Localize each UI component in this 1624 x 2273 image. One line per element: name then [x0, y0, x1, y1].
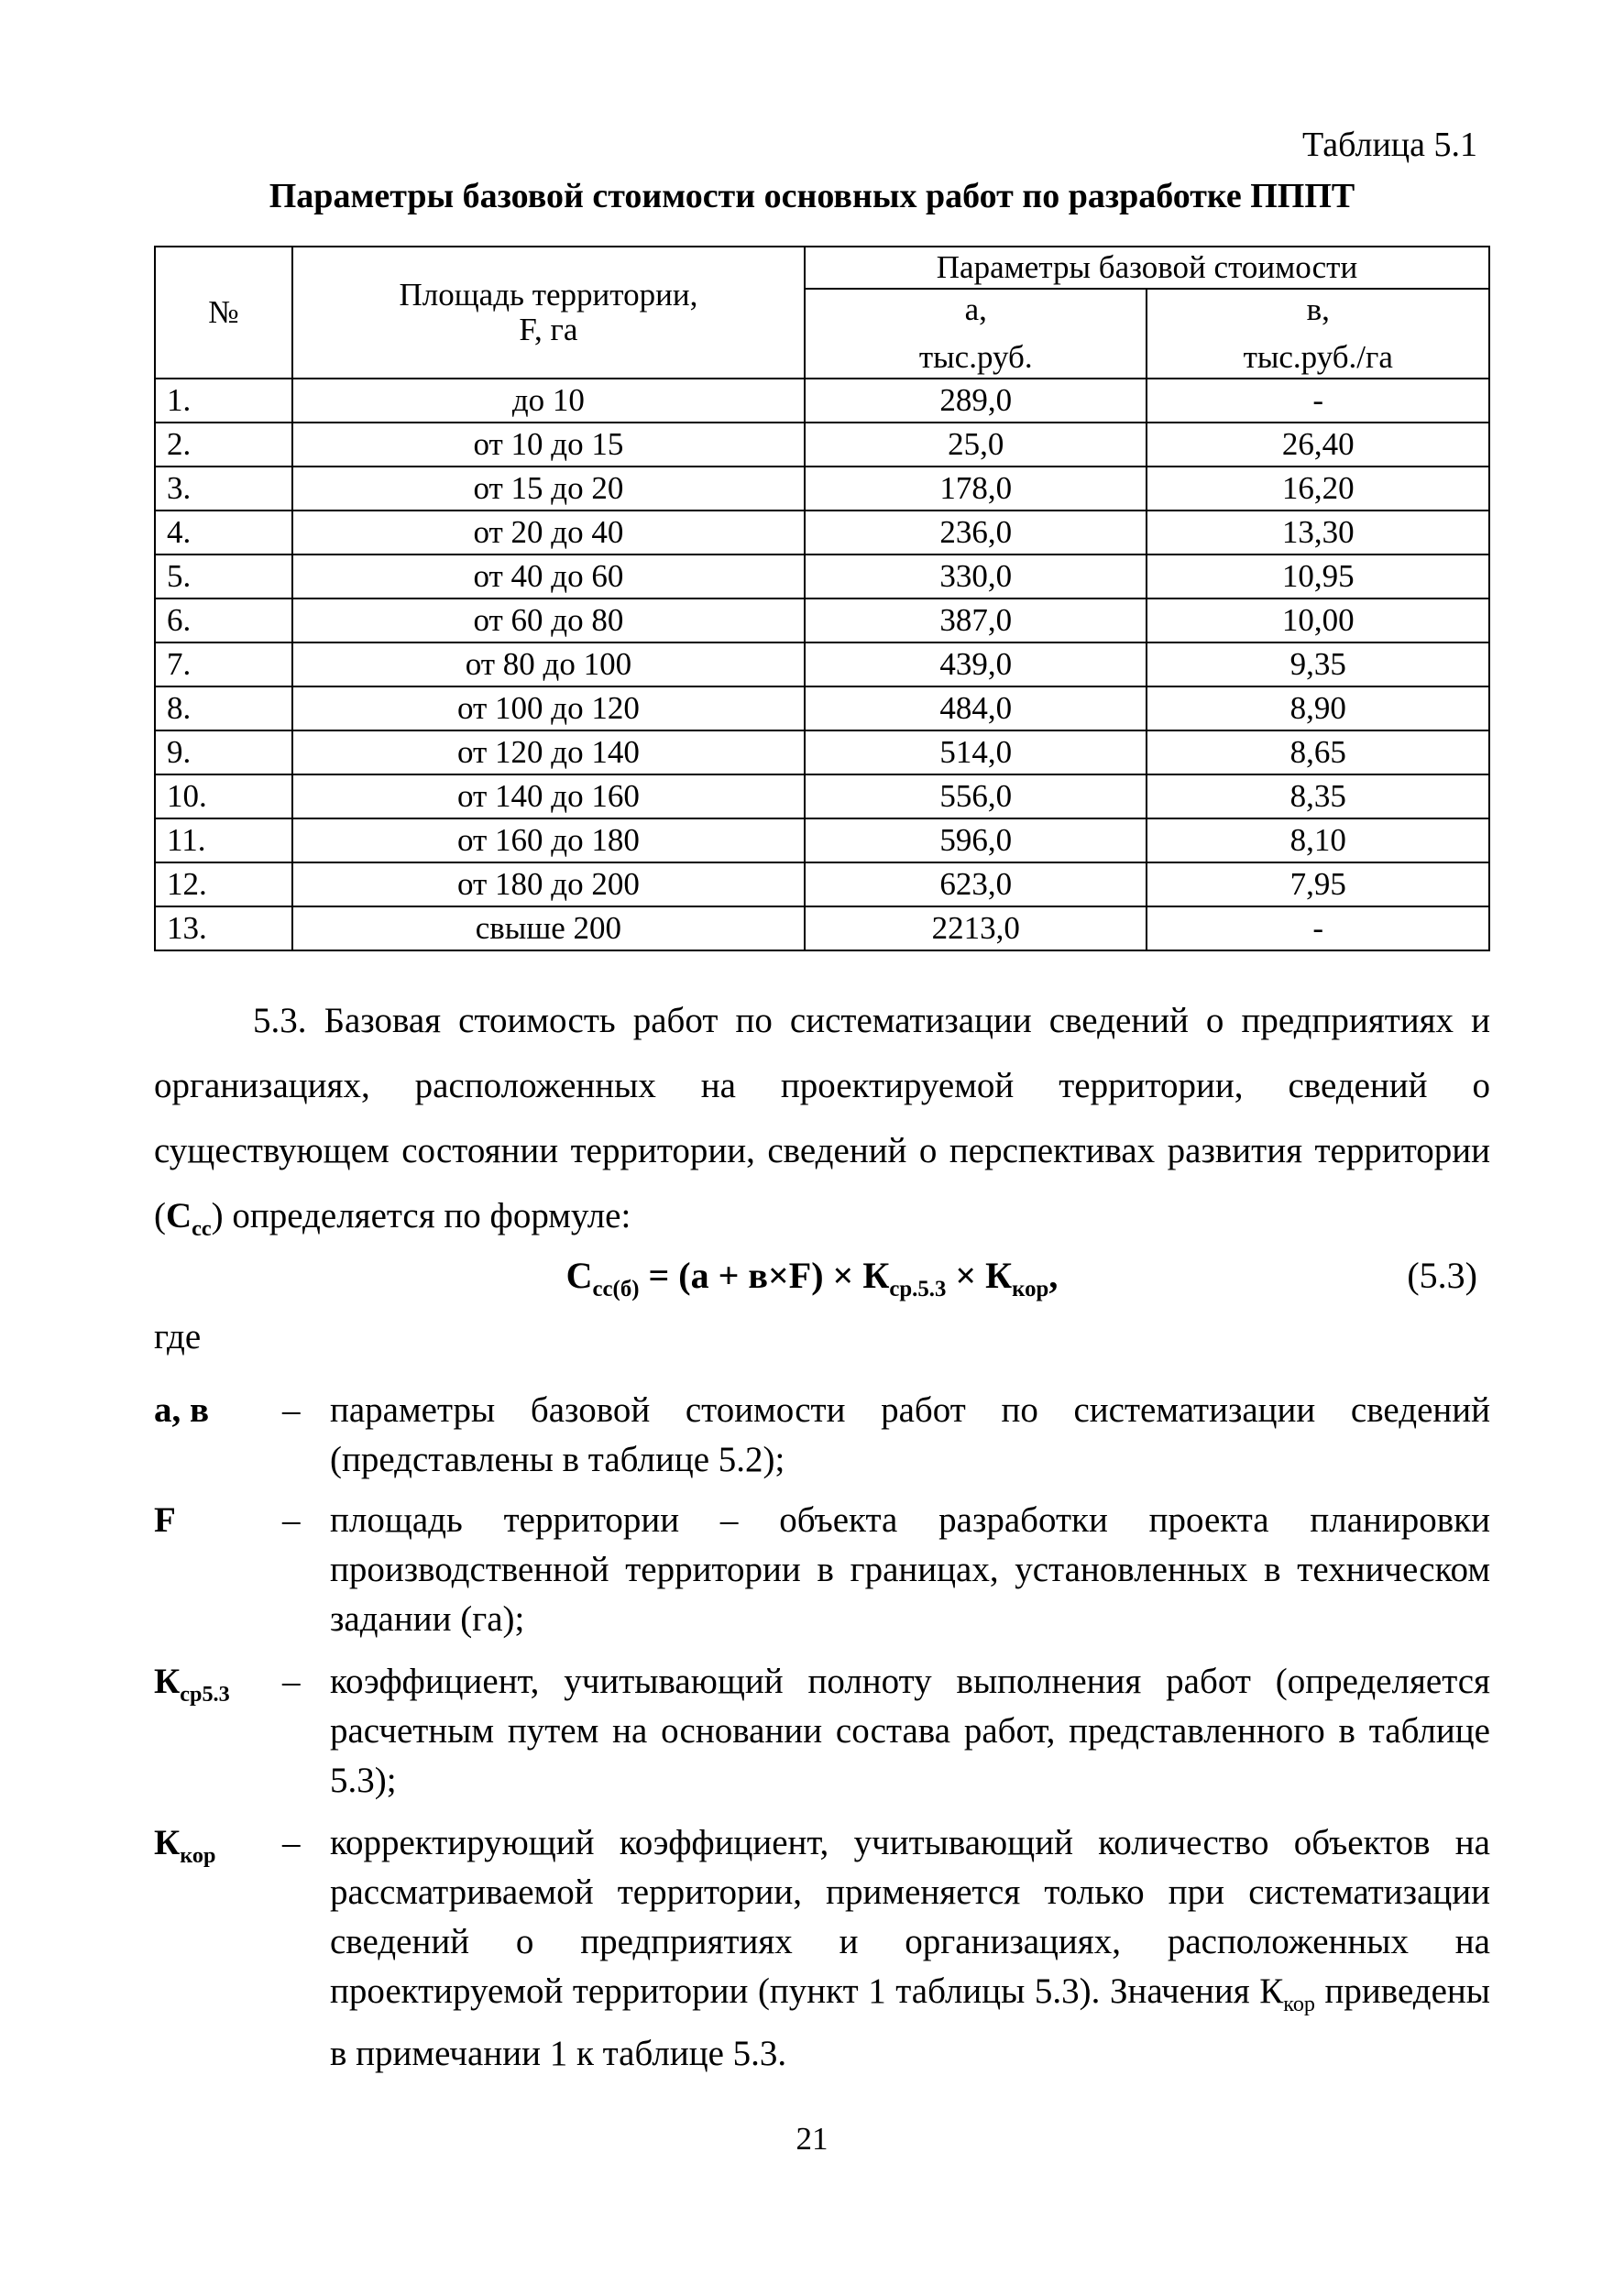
row-a: 2213,0: [805, 906, 1147, 950]
row-b: -: [1147, 379, 1489, 423]
definition-dash: –: [282, 1390, 301, 1430]
table-row: [155, 555, 1489, 598]
row-a: 289,0: [805, 379, 1147, 423]
header-a-line1: а,: [964, 291, 987, 327]
table-row: [155, 642, 1489, 686]
row-a: 236,0: [805, 511, 1147, 555]
definition-text: коэффициент, учитывающий полноту выполнения работ (определяется расчетным путем на основании состава работ, представленного в таблице 5.3);: [330, 1662, 1490, 1800]
row-b: 26,40: [1147, 423, 1489, 467]
table-row: [155, 686, 1489, 730]
definition-k-kor: [154, 1818, 1490, 2079]
row-area: от 160 до 180: [292, 818, 805, 862]
row-num: 13.: [155, 906, 292, 950]
row-area: от 60 до 80: [292, 598, 805, 642]
base-cost-table: [154, 246, 1490, 951]
table-row: [155, 862, 1489, 906]
row-b: 8,90: [1147, 686, 1489, 730]
definition-text: параметры базовой стоимости работ по систематизации сведений (представлены в таблице 5.2);: [330, 1390, 1490, 1479]
row-area: от 140 до 160: [292, 774, 805, 818]
table-row: [155, 774, 1489, 818]
row-area: от 80 до 100: [292, 642, 805, 686]
row-area: свыше 200: [292, 906, 805, 950]
row-b: 13,30: [1147, 511, 1489, 555]
table-title: Параметры базовой стоимости основных работ по разработке ПППТ: [269, 177, 1355, 215]
row-b: -: [1147, 906, 1489, 950]
row-num: 12.: [155, 862, 292, 906]
row-b: 8,35: [1147, 774, 1489, 818]
row-num: 3.: [155, 467, 292, 511]
row-a: 178,0: [805, 467, 1147, 511]
row-b: 9,35: [1147, 642, 1489, 686]
definition-ab: [154, 1386, 1490, 1485]
row-num: 2.: [155, 423, 292, 467]
header-a: [805, 289, 1147, 379]
table-row: [155, 379, 1489, 423]
row-a: 439,0: [805, 642, 1147, 686]
row-a: 623,0: [805, 862, 1147, 906]
header-b: [1147, 289, 1489, 379]
row-area: от 20 до 40: [292, 511, 805, 555]
paragraph-5-3: [154, 988, 1490, 1261]
table-row: [155, 467, 1489, 511]
row-num: 7.: [155, 642, 292, 686]
row-area: от 10 до 15: [292, 423, 805, 467]
definition-text: площадь территории – объекта разработки проекта планировки производственной территории в границах, установленных в техническом задании (га);: [330, 1500, 1490, 1639]
definition-k-sr: [154, 1657, 1490, 1806]
row-a: 514,0: [805, 730, 1147, 774]
header-a-line2: тыс.руб.: [918, 339, 1033, 375]
row-b: 8,65: [1147, 730, 1489, 774]
header-area-line2: F, га: [519, 312, 578, 347]
header-num: №: [155, 247, 292, 379]
definition-text: корректирующий коэффициент, учитывающий количество объектов на рассматриваемой территории, применяется только при систематизации сведений о предприятиях и организациях, расположенных на проектируемой территории (пункт 1 таблицы 5.3). Значения $К_{кор}$ приведены в примечании 1 к таблице 5.3.: [330, 1823, 1491, 2073]
row-num: 5.: [155, 555, 292, 598]
paragraph-text-before: 5.3. Базовая стоимость работ по систематизации сведений о предприятиях и организациях, расположенных на проектируемой территории, сведений о существующем состоянии территории, сведений о перспективах развития территории (: [154, 1001, 1490, 1235]
definition-dash: –: [282, 1823, 301, 1862]
row-area: от 15 до 20: [292, 467, 805, 511]
table-row: [155, 511, 1489, 555]
paragraph-text-after: ) определяется по формуле:: [211, 1196, 631, 1235]
row-num: 6.: [155, 598, 292, 642]
row-a: 387,0: [805, 598, 1147, 642]
definition-symbol: $К_{кор}$: [154, 1823, 216, 1868]
table-row: [155, 730, 1489, 774]
definition-dash: –: [282, 1500, 301, 1540]
page-number: 21: [796, 2121, 828, 2157]
row-num: 11.: [155, 818, 292, 862]
row-b: 10,00: [1147, 598, 1489, 642]
header-b-line1: в,: [1306, 291, 1330, 327]
table-row: [155, 598, 1489, 642]
row-b: 8,10: [1147, 818, 1489, 862]
row-a: 25,0: [805, 423, 1147, 467]
row-b: 7,95: [1147, 862, 1489, 906]
table-row: [155, 423, 1489, 467]
row-num: 10.: [155, 774, 292, 818]
header-group: Параметры базовой стоимости: [805, 247, 1489, 289]
row-area: от 100 до 120: [292, 686, 805, 730]
row-b: 10,95: [1147, 555, 1489, 598]
definition-f: [154, 1496, 1490, 1644]
table-row: [155, 906, 1489, 950]
row-a: 556,0: [805, 774, 1147, 818]
row-area: от 120 до 140: [292, 730, 805, 774]
table-row: [155, 818, 1489, 862]
row-area: до 10: [292, 379, 805, 423]
formula-number: (5.3): [1407, 1255, 1477, 1296]
table-label: Таблица 5.1: [1301, 126, 1477, 164]
row-area: от 180 до 200: [292, 862, 805, 906]
definition-symbol: F: [154, 1500, 176, 1540]
where-label: где: [154, 1317, 202, 1356]
row-a: 596,0: [805, 818, 1147, 862]
row-num: 4.: [155, 511, 292, 555]
row-num: 8.: [155, 686, 292, 730]
definition-dash: –: [282, 1662, 301, 1701]
row-area: от 40 до 60: [292, 555, 805, 598]
row-num: 1.: [155, 379, 292, 423]
definition-symbol: а, в: [154, 1390, 210, 1430]
row-num: 9.: [155, 730, 292, 774]
row-a: 484,0: [805, 686, 1147, 730]
definition-symbol: $К_{ср5.3}$: [154, 1662, 230, 1707]
header-area-line1: Площадь территории,: [399, 276, 698, 313]
row-a: 330,0: [805, 555, 1147, 598]
header-area: [292, 247, 805, 379]
header-b-line2: тыс.руб./га: [1243, 339, 1393, 375]
c-cc-symbol: $С_{сс}$: [166, 1196, 212, 1241]
formula-5-3: $С_{сс(б)} = (а + в\times F) \times К_{ср.5.3} \times К_{кор}$,: [565, 1255, 1059, 1301]
row-b: 16,20: [1147, 467, 1489, 511]
